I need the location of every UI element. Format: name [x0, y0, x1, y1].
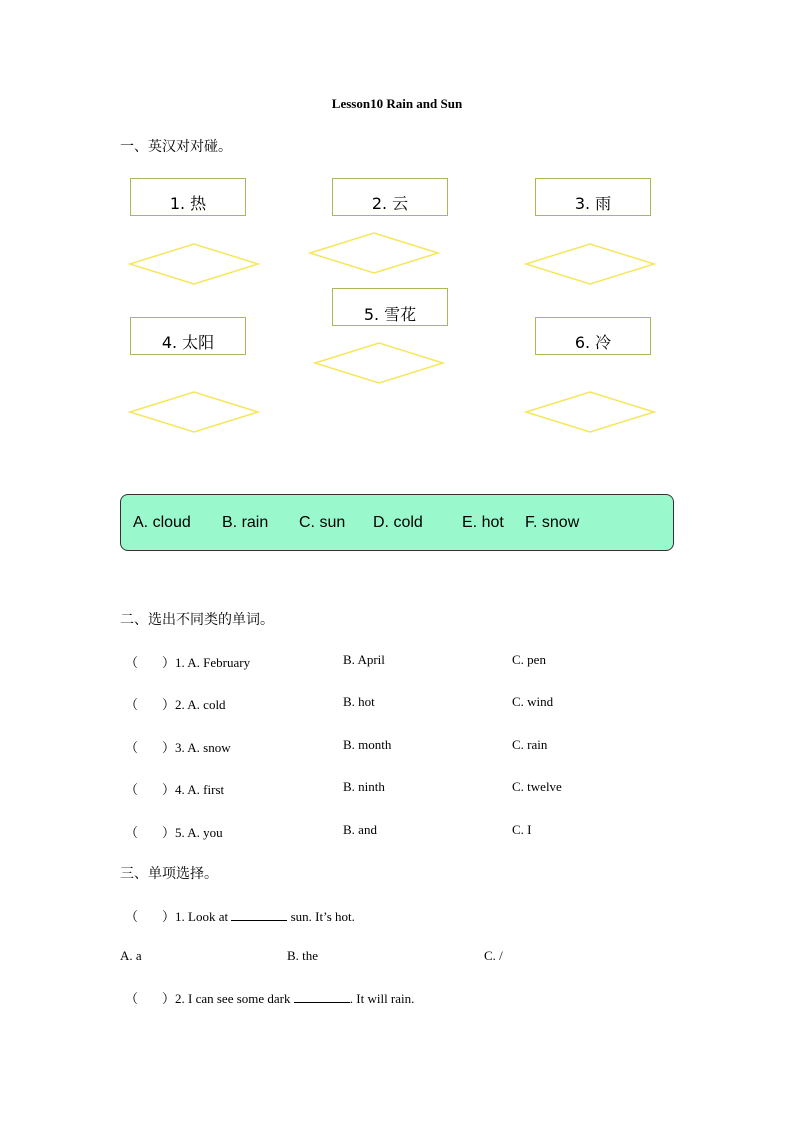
answer-diamond-1[interactable] — [129, 243, 259, 285]
question-text: ）1. Look at — [162, 909, 232, 924]
question-text: ）4. A. first — [162, 782, 225, 797]
fill-blank[interactable] — [231, 909, 287, 921]
section-3-heading: 三、单项选择。 — [120, 866, 218, 882]
word-bank-item: E. hot — [462, 514, 504, 531]
answer-paren[interactable]: （ — [125, 697, 139, 712]
section-2-heading: 二、选出不同类的单词。 — [120, 612, 274, 628]
option-b: B. and — [343, 822, 377, 837]
question-text: ）5. A. you — [162, 825, 223, 840]
option-b: B. ninth — [343, 779, 385, 794]
section-1-heading: 一、英汉对对碰。 — [120, 139, 232, 155]
chinese-box-2: 2. 云 — [332, 178, 448, 216]
option-b: B. hot — [343, 694, 375, 709]
option-c: C. I — [512, 822, 532, 837]
option-c: C. pen — [512, 652, 546, 667]
answer-paren[interactable]: （ — [125, 740, 139, 755]
question-text: . It will rain. — [349, 991, 415, 1006]
chinese-box-5: 5. 雪花 — [332, 288, 448, 326]
option-c: C. rain — [512, 737, 548, 752]
answer-paren[interactable]: （ — [125, 782, 139, 797]
question-text: ）2. I can see some dark — [162, 991, 294, 1006]
answer-diamond-5[interactable] — [314, 342, 444, 384]
option-b: B. the — [287, 948, 319, 963]
chinese-box-6: 6. 冷 — [535, 317, 651, 355]
chinese-box-4: 4. 太阳 — [130, 317, 246, 355]
fill-blank[interactable] — [294, 991, 350, 1003]
question-text: ）2. A. cold — [162, 697, 226, 712]
chinese-box-1: 1. 热 — [130, 178, 246, 216]
answer-diamond-2[interactable] — [309, 232, 439, 274]
option-a: A. a — [120, 948, 142, 963]
word-bank — [120, 494, 674, 551]
option-b: B. month — [343, 737, 392, 752]
answer-paren[interactable]: （ — [125, 825, 139, 840]
choice-question-2 — [162, 988, 414, 1007]
chinese-box-3: 3. 雨 — [535, 178, 651, 216]
answer-paren[interactable]: （ — [125, 909, 139, 924]
word-bank-item: D. cold — [373, 514, 423, 531]
option-b: B. April — [343, 652, 385, 667]
question-text: ）3. A. snow — [162, 740, 231, 755]
choice-question-1 — [162, 906, 355, 925]
word-bank-item: A. cloud — [133, 514, 191, 531]
word-bank-item: B. rain — [222, 514, 269, 531]
answer-diamond-3[interactable] — [525, 243, 655, 285]
option-c: C. twelve — [512, 779, 562, 794]
option-c: C. / — [484, 948, 503, 963]
word-bank-item: C. sun — [299, 514, 346, 531]
question-text: ）1. A. February — [162, 655, 251, 670]
answer-diamond-6[interactable] — [525, 391, 655, 433]
answer-paren[interactable]: （ — [125, 655, 139, 670]
answer-paren[interactable]: （ — [125, 991, 139, 1006]
option-c: C. wind — [512, 694, 554, 709]
word-bank-item: F. snow — [525, 514, 580, 531]
answer-diamond-4[interactable] — [129, 391, 259, 433]
page-title: Lesson10 Rain and Sun — [331, 96, 463, 111]
question-text: sun. It’s hot. — [287, 909, 355, 924]
